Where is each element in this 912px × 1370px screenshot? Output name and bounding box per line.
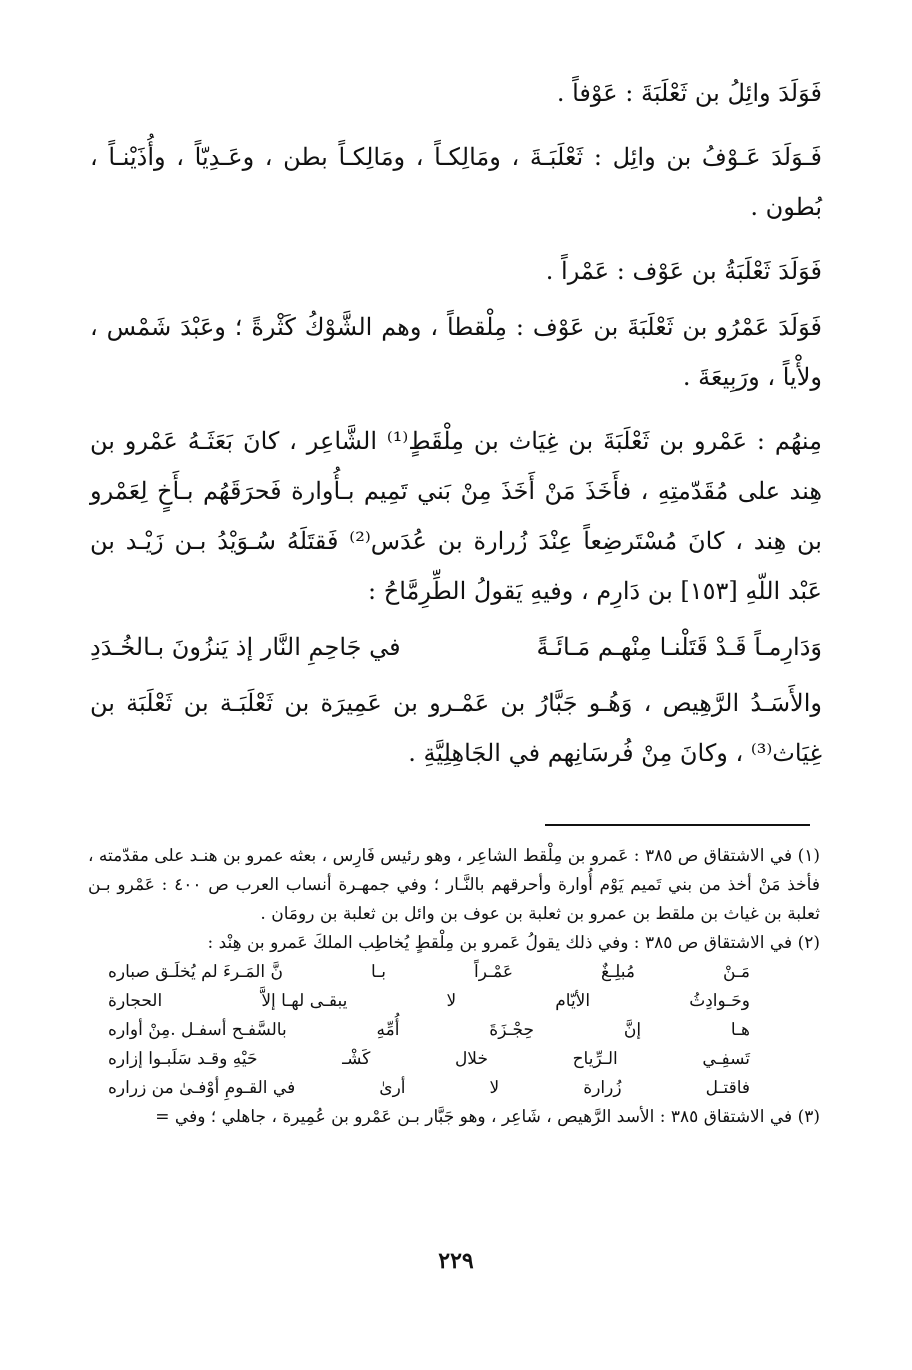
poem-line xyxy=(108,1016,750,1045)
paragraph-3: فَوَلَدَ ثَعْلَبَةُ بن عَوْف : عَمْراً . xyxy=(545,257,822,285)
poem-word: كَشْـ xyxy=(342,1049,371,1069)
poem-line xyxy=(108,958,750,987)
poem-word: نَّ المَـرءَ لم يُخلَـق صباره xyxy=(108,962,284,982)
poem-word: وحَـوادِثُ xyxy=(689,991,750,1011)
paragraph-1: فَوَلَدَ وائِلُ بن ثَعْلَبَةَ : عَوْفاً . xyxy=(556,79,822,107)
poem-word: أُمِّهِ xyxy=(376,1020,400,1040)
poem-word: يبقـى لهـا إلاَّ xyxy=(261,991,348,1011)
poem-word: في القـومِ أوْفـىٰ من زراره xyxy=(108,1078,296,1098)
poem-word: هـا xyxy=(730,1020,750,1040)
verse-first-hemistich: وَدَارِمـاً قَـدْ قَتَلْنـا مِنْهـم مَـائَـةً xyxy=(536,633,822,661)
poem-line xyxy=(108,987,750,1016)
footnotes xyxy=(88,842,820,1132)
poem-word: الأيّام xyxy=(555,991,591,1011)
poem-word: لا xyxy=(446,991,457,1011)
poem-word: أرىٰ xyxy=(379,1078,406,1098)
poem-line xyxy=(108,1045,750,1074)
poem-word: تَسفِـي xyxy=(702,1049,750,1069)
poem-word: مُبلِـغٌ xyxy=(601,962,635,982)
poem-word: زُرارة xyxy=(583,1078,622,1098)
paragraph-2: فَـوَلَدَ عَـوْفُ بن وائِل : ثَعْلَبَـةَ ، ومَالِكـاً ، ومَالِكـاً بطن ، وعَـدِيّاً ، وأُذَيْنـاً ، بُطون . xyxy=(90,143,823,221)
poem-word: فاقتـل xyxy=(705,1078,750,1098)
poem-word: خلال xyxy=(454,1049,488,1069)
poem-word: حِجْـزَةَ xyxy=(489,1020,535,1040)
poem-word: عَمْـراً xyxy=(473,962,514,982)
footnote-poem xyxy=(108,958,750,1103)
footnote-1: (١) في الاشتقاق ص ٣٨٥ : عَمرو بن مِلْقط الشاعِر ، وهو رئيس فَارِس ، بعثه عمرو بن هنـد على مقدّمته ، فأخذ مَنْ أخذ من بني تَميم يَوْم أُوارة وأحرقهم بالنَّـار ؛ وفي جمهـرة أنساب العرب ص ٤٠٠ : عَمْرو بـن ثعلبة بن غياث بن ملقط بن عمرو بن ثعلبة بن عوف بن وائل بن ثعلبة بن رومَان . xyxy=(88,846,821,924)
poem-word: بالسَّفـح أسفـل .مِنْ أواره xyxy=(108,1020,287,1040)
footnote-2: (٢) في الاشتقاق ص ٣٨٥ : وفي ذلك يقولُ عَمرو بن مِلْقطٍ يُخاطِب الملكَ عَمرو بن هِنْد : xyxy=(207,933,820,953)
paragraph-after-verse: والأَسَـدُ الرَّهِيص ، وَهُـو جَبَّارُ بن عَمْـرو بن عَمِيرَة بن ثَعْلَبَـة بن ثَعْلَبَة بن غِيَاث⁽³⁾ ، وكانَ مِنْ فُرسَانِهم في الجَاهِلِيَّةِ . xyxy=(90,689,822,767)
poem-word: حَيْهِ وقـد سَلَبـوا إزاره xyxy=(108,1049,258,1069)
footnote-3: (٣) في الاشتقاق ٣٨٥ : الأسد الرَّهيص ، شَاعِر ، وهو جَبَّار بـن عَمْرو بن عُمِيرة ، جاهلي ؛ وفي = xyxy=(155,1107,820,1127)
main-text xyxy=(90,68,822,784)
footnote-divider xyxy=(545,824,810,826)
poem-line xyxy=(108,1074,750,1103)
paragraph-4: فَوَلَدَ عَمْرُو بن ثَعْلَبَةَ بن عَوْف : مِلْقطاً ، وهم الشَّوْكُ كَثْرةً ؛ وعَبْدَ شَمْس ، ولأْياً ، ورَبِيعَةَ . xyxy=(90,313,822,391)
poem-word: الحجارة xyxy=(108,991,163,1011)
poem-word: بـا xyxy=(371,962,386,982)
verse-second-hemistich: في جَاحِمِ النَّار إذ يَنزُونَ بـالخُـدَدِ xyxy=(90,633,401,661)
verse-line xyxy=(90,622,822,672)
page-number: ٢٢٩ xyxy=(438,1248,474,1274)
poem-word: مَـنْ xyxy=(722,962,750,982)
paragraph-5: مِنهُم : عَمْرو بن ثَعْلَبَةَ بن غِيَاث بن مِلْقَطٍ⁽¹⁾ الشَّاعِر ، كانَ بَعَثَـهُ عَمْرو بن هِند على مُقَدّمتِهِ ، فأَخَذَ مَنْ أَخَذَ مِنْ بَني تَمِيم بـأُوارة فَحرَقَهُم بـأَخٍ لِعَمْرو بن هِند ، كانَ مُسْتَرضِعاً عِنْدَ زُرارة بن عُدَس⁽²⁾ فَقتَلَهُ سُـوَيْدُ بـن زَيْـد بن عَبْد اللّهِ [١٥٣] بن دَارِم ، وفيهِ يَقولُ الطِّرِمَّاحُ : xyxy=(90,427,822,605)
poem-word: إنَّ xyxy=(623,1020,642,1040)
poem-word: الـرِّياح xyxy=(572,1049,618,1069)
poem-word: لا xyxy=(489,1078,500,1098)
